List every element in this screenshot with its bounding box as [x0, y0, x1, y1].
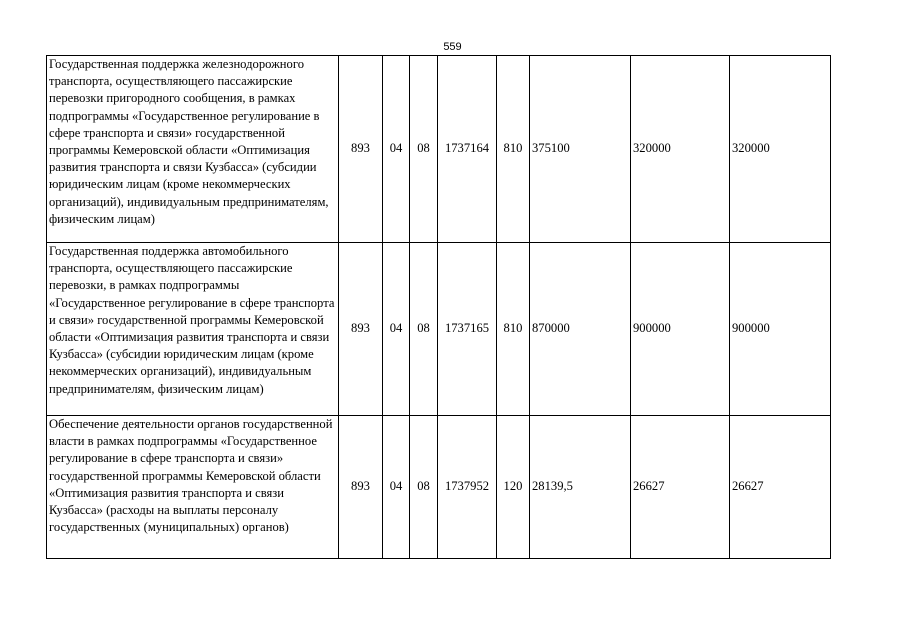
row-description: Обеспечение деятельности органов государственной власти в рамках подпрограммы «Государственное регулирование в сфере транспорта и связи» государственной программы Кемеровской области «Оптимизация развития транспорта и связи Кузбасса» (расходы на выплаты персоналу государственных (муниципальных) органов): [47, 416, 339, 559]
table-row: [47, 243, 831, 416]
page-number: 559: [443, 41, 462, 53]
subsection-code: 08: [410, 416, 438, 559]
ministry-code: 893: [339, 56, 383, 243]
amount-year-1: 870000: [530, 243, 631, 416]
target-article-code: 1737952: [438, 416, 497, 559]
amount-year-1: 28139,5: [530, 416, 631, 559]
subsection-code: 08: [410, 243, 438, 416]
amount-year-2: 900000: [631, 243, 730, 416]
expense-type-code: 120: [497, 416, 530, 559]
row-description: Государственная поддержка автомобильного транспорта, осуществляющего пассажирские перевозки, в рамках подпрограммы «Государственное регулирование в сфере транспорта и связи» государственной программы Кемеровской области «Оптимизация развития транспорта и связи Кузбасса» (субсидии юридическим лицам (кроме некоммерческих организаций), индивидуальным предпринимателям, физическим лицам): [47, 243, 339, 416]
section-code: 04: [383, 416, 410, 559]
section-code: 04: [383, 56, 410, 243]
subsection-code: 08: [410, 56, 438, 243]
table-row: [47, 56, 831, 243]
budget-table: [46, 55, 831, 559]
table-row: [47, 416, 831, 559]
expense-type-code: 810: [497, 243, 530, 416]
ministry-code: 893: [339, 416, 383, 559]
amount-year-2: 26627: [631, 416, 730, 559]
section-code: 04: [383, 243, 410, 416]
target-article-code: 1737165: [438, 243, 497, 416]
row-description: Государственная поддержка железнодорожного транспорта, осуществляющего пассажирские перевозки пригородного сообщения, в рамках подпрограммы «Государственное регулирование в сфере транспорта и связи» государственной программы Кемеровской области «Оптимизация развития транспорта и связи Кузбасса» (субсидии юридическим лицам (кроме некоммерческих организаций), индивидуальным предпринимателям, физическим лицам): [47, 56, 339, 243]
amount-year-3: 26627: [730, 416, 831, 559]
amount-year-3: 320000: [730, 56, 831, 243]
expense-type-code: 810: [497, 56, 530, 243]
amount-year-1: 375100: [530, 56, 631, 243]
amount-year-2: 320000: [631, 56, 730, 243]
ministry-code: 893: [339, 243, 383, 416]
amount-year-3: 900000: [730, 243, 831, 416]
target-article-code: 1737164: [438, 56, 497, 243]
